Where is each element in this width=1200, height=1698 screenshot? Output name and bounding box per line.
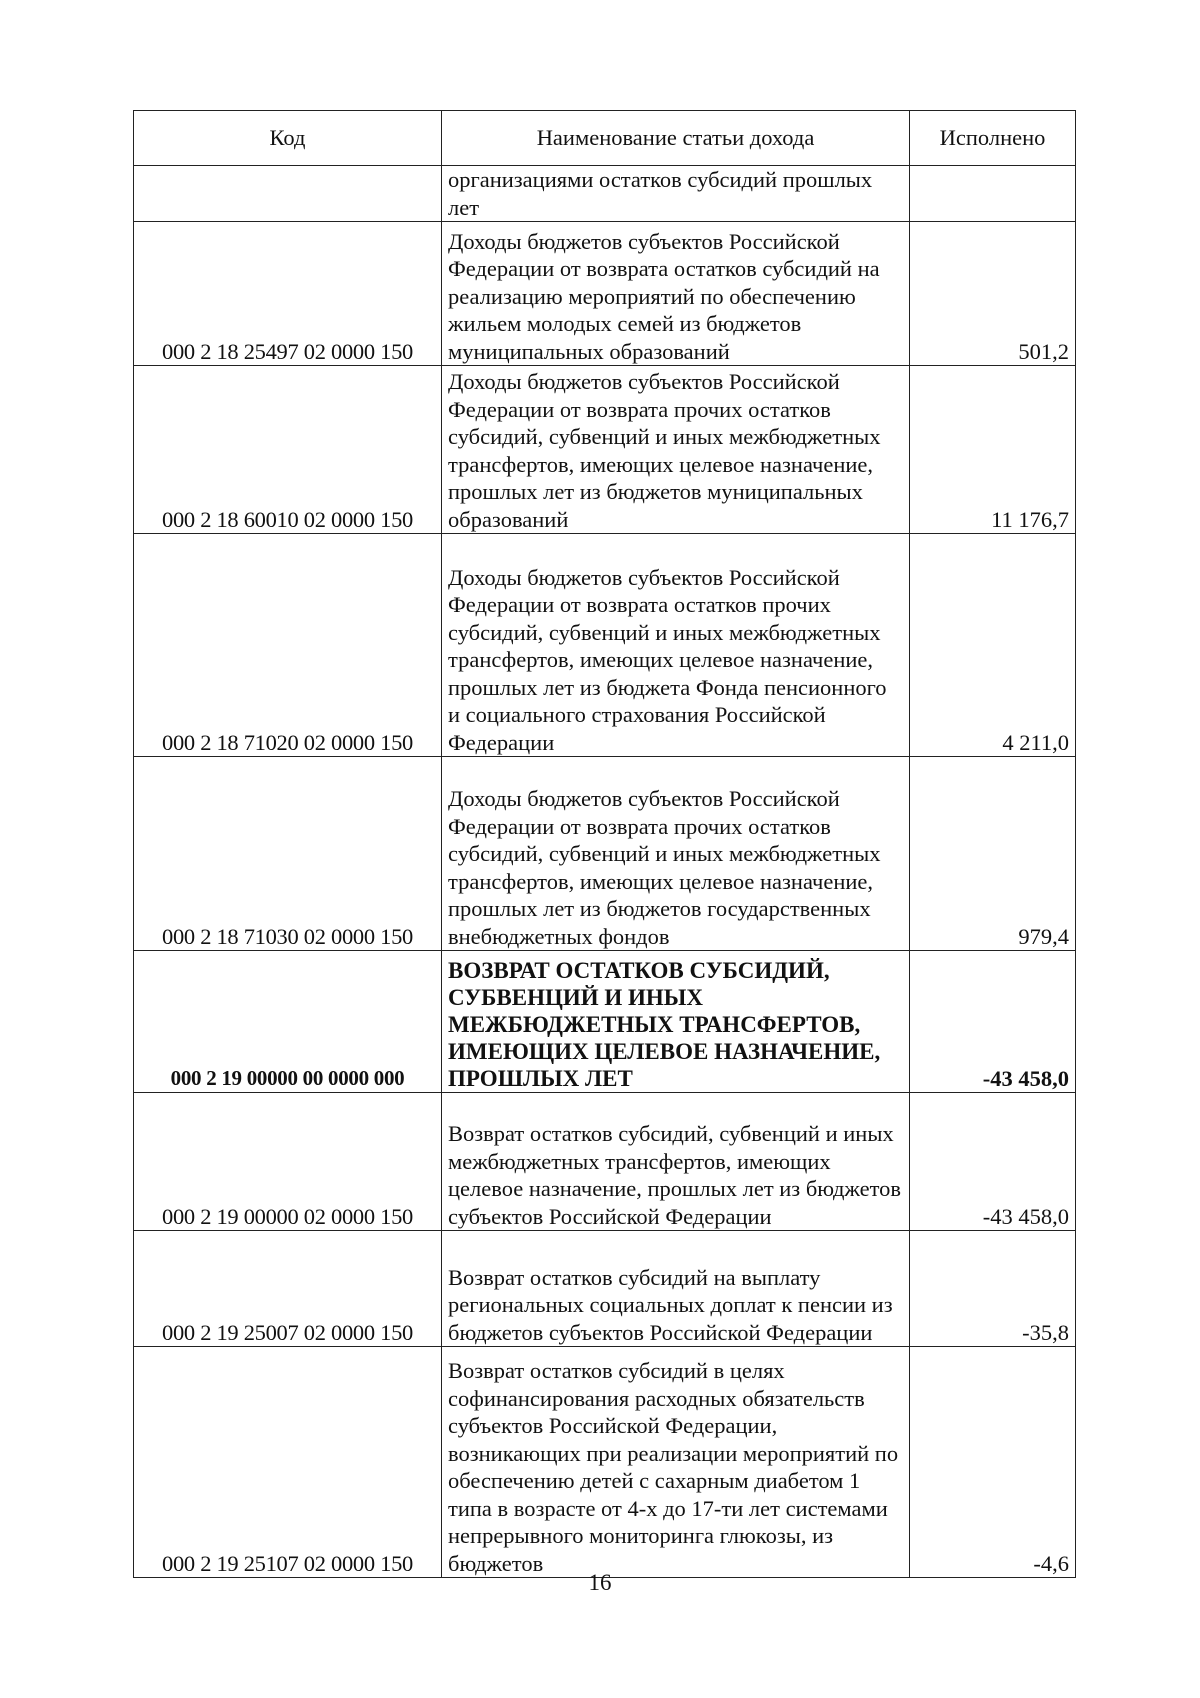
page-number: 16 xyxy=(588,1570,612,1595)
row-code: 000 2 18 60010 02 0000 150 xyxy=(134,366,442,534)
table-row xyxy=(134,534,1076,757)
row-name: Доходы бюджетов субъектов Российской Федерации от возврата остатков прочих субсидий, субвенций и иных межбюджетных трансфертов, имеющих целевое назначение, прошлых лет из бюджета Фонда пенсионного и социального страхования Российской Федерации xyxy=(442,534,910,757)
row-name: Доходы бюджетов субъектов Российской Федерации от возврата прочих остатков субсидий, субвенций и иных межбюджетных трансфертов, имеющих целевое назначение, прошлых лет из бюджетов государственных внебюджетных фондов xyxy=(442,757,910,951)
row-amount: 11 176,7 xyxy=(910,366,1076,534)
row-amount: -43 458,0 xyxy=(910,1093,1076,1231)
income-table xyxy=(133,110,1076,1578)
table-row xyxy=(134,222,1076,366)
table-row xyxy=(134,1093,1076,1231)
row-amount: 979,4 xyxy=(910,757,1076,951)
row-amount xyxy=(910,166,1076,222)
row-code: 000 2 19 00000 02 0000 150 xyxy=(134,1093,442,1231)
header-executed: Исполнено xyxy=(910,111,1076,166)
table-row-section-total xyxy=(134,951,1076,1093)
row-amount: 501,2 xyxy=(910,222,1076,366)
row-code xyxy=(134,166,442,222)
table-row xyxy=(134,1347,1076,1578)
row-amount: -4,6 xyxy=(910,1347,1076,1578)
table-row xyxy=(134,366,1076,534)
row-name: организациями остатков субсидий прошлых лет xyxy=(442,166,910,222)
row-code: 000 2 19 00000 00 0000 000 xyxy=(134,951,442,1093)
row-amount: -35,8 xyxy=(910,1231,1076,1347)
row-code: 000 2 19 25007 02 0000 150 xyxy=(134,1231,442,1347)
row-name: Доходы бюджетов субъектов Российской Федерации от возврата остатков субсидий на реализацию мероприятий по обеспечению жильем молодых семей из бюджетов муниципальных образований xyxy=(442,222,910,366)
table-row xyxy=(134,1231,1076,1347)
header-name: Наименование статьи дохода xyxy=(442,111,910,166)
header-code: Код xyxy=(134,111,442,166)
table-header-row xyxy=(134,111,1076,166)
row-amount: -43 458,0 xyxy=(910,951,1076,1093)
row-name: Доходы бюджетов субъектов Российской Федерации от возврата прочих остатков субсидий, субвенций и иных межбюджетных трансфертов, имеющих целевое назначение, прошлых лет из бюджетов муниципальных образований xyxy=(442,366,910,534)
table-row xyxy=(134,757,1076,951)
row-name: Возврат остатков субсидий на выплату региональных социальных доплат к пенсии из бюджетов субъектов Российской Федерации xyxy=(442,1231,910,1347)
row-code: 000 2 18 25497 02 0000 150 xyxy=(134,222,442,366)
row-name: Возврат остатков субсидий, субвенций и иных межбюджетных трансфертов, имеющих целевое назначение, прошлых лет из бюджетов субъектов Российской Федерации xyxy=(442,1093,910,1231)
row-name: ВОЗВРАТ ОСТАТКОВ СУБСИДИЙ, СУБВЕНЦИЙ И ИНЫХ МЕЖБЮДЖЕТНЫХ ТРАНСФЕРТОВ, ИМЕЮЩИХ ЦЕЛЕВОЕ НАЗНАЧЕНИЕ, ПРОШЛЫХ ЛЕТ xyxy=(442,951,910,1093)
row-code: 000 2 18 71020 02 0000 150 xyxy=(134,534,442,757)
table-row xyxy=(134,166,1076,222)
row-name: Возврат остатков субсидий в целях софинансирования расходных обязательств субъектов Российской Федерации, возникающих при реализации мероприятий по обеспечению детей с сахарным диабетом 1 типа в возрасте от 4-х до 17-ти лет системами непрерывного мониторинга глюкозы, из бюджетов xyxy=(442,1347,910,1578)
row-code: 000 2 18 71030 02 0000 150 xyxy=(134,757,442,951)
row-code: 000 2 19 25107 02 0000 150 xyxy=(134,1347,442,1578)
row-amount: 4 211,0 xyxy=(910,534,1076,757)
